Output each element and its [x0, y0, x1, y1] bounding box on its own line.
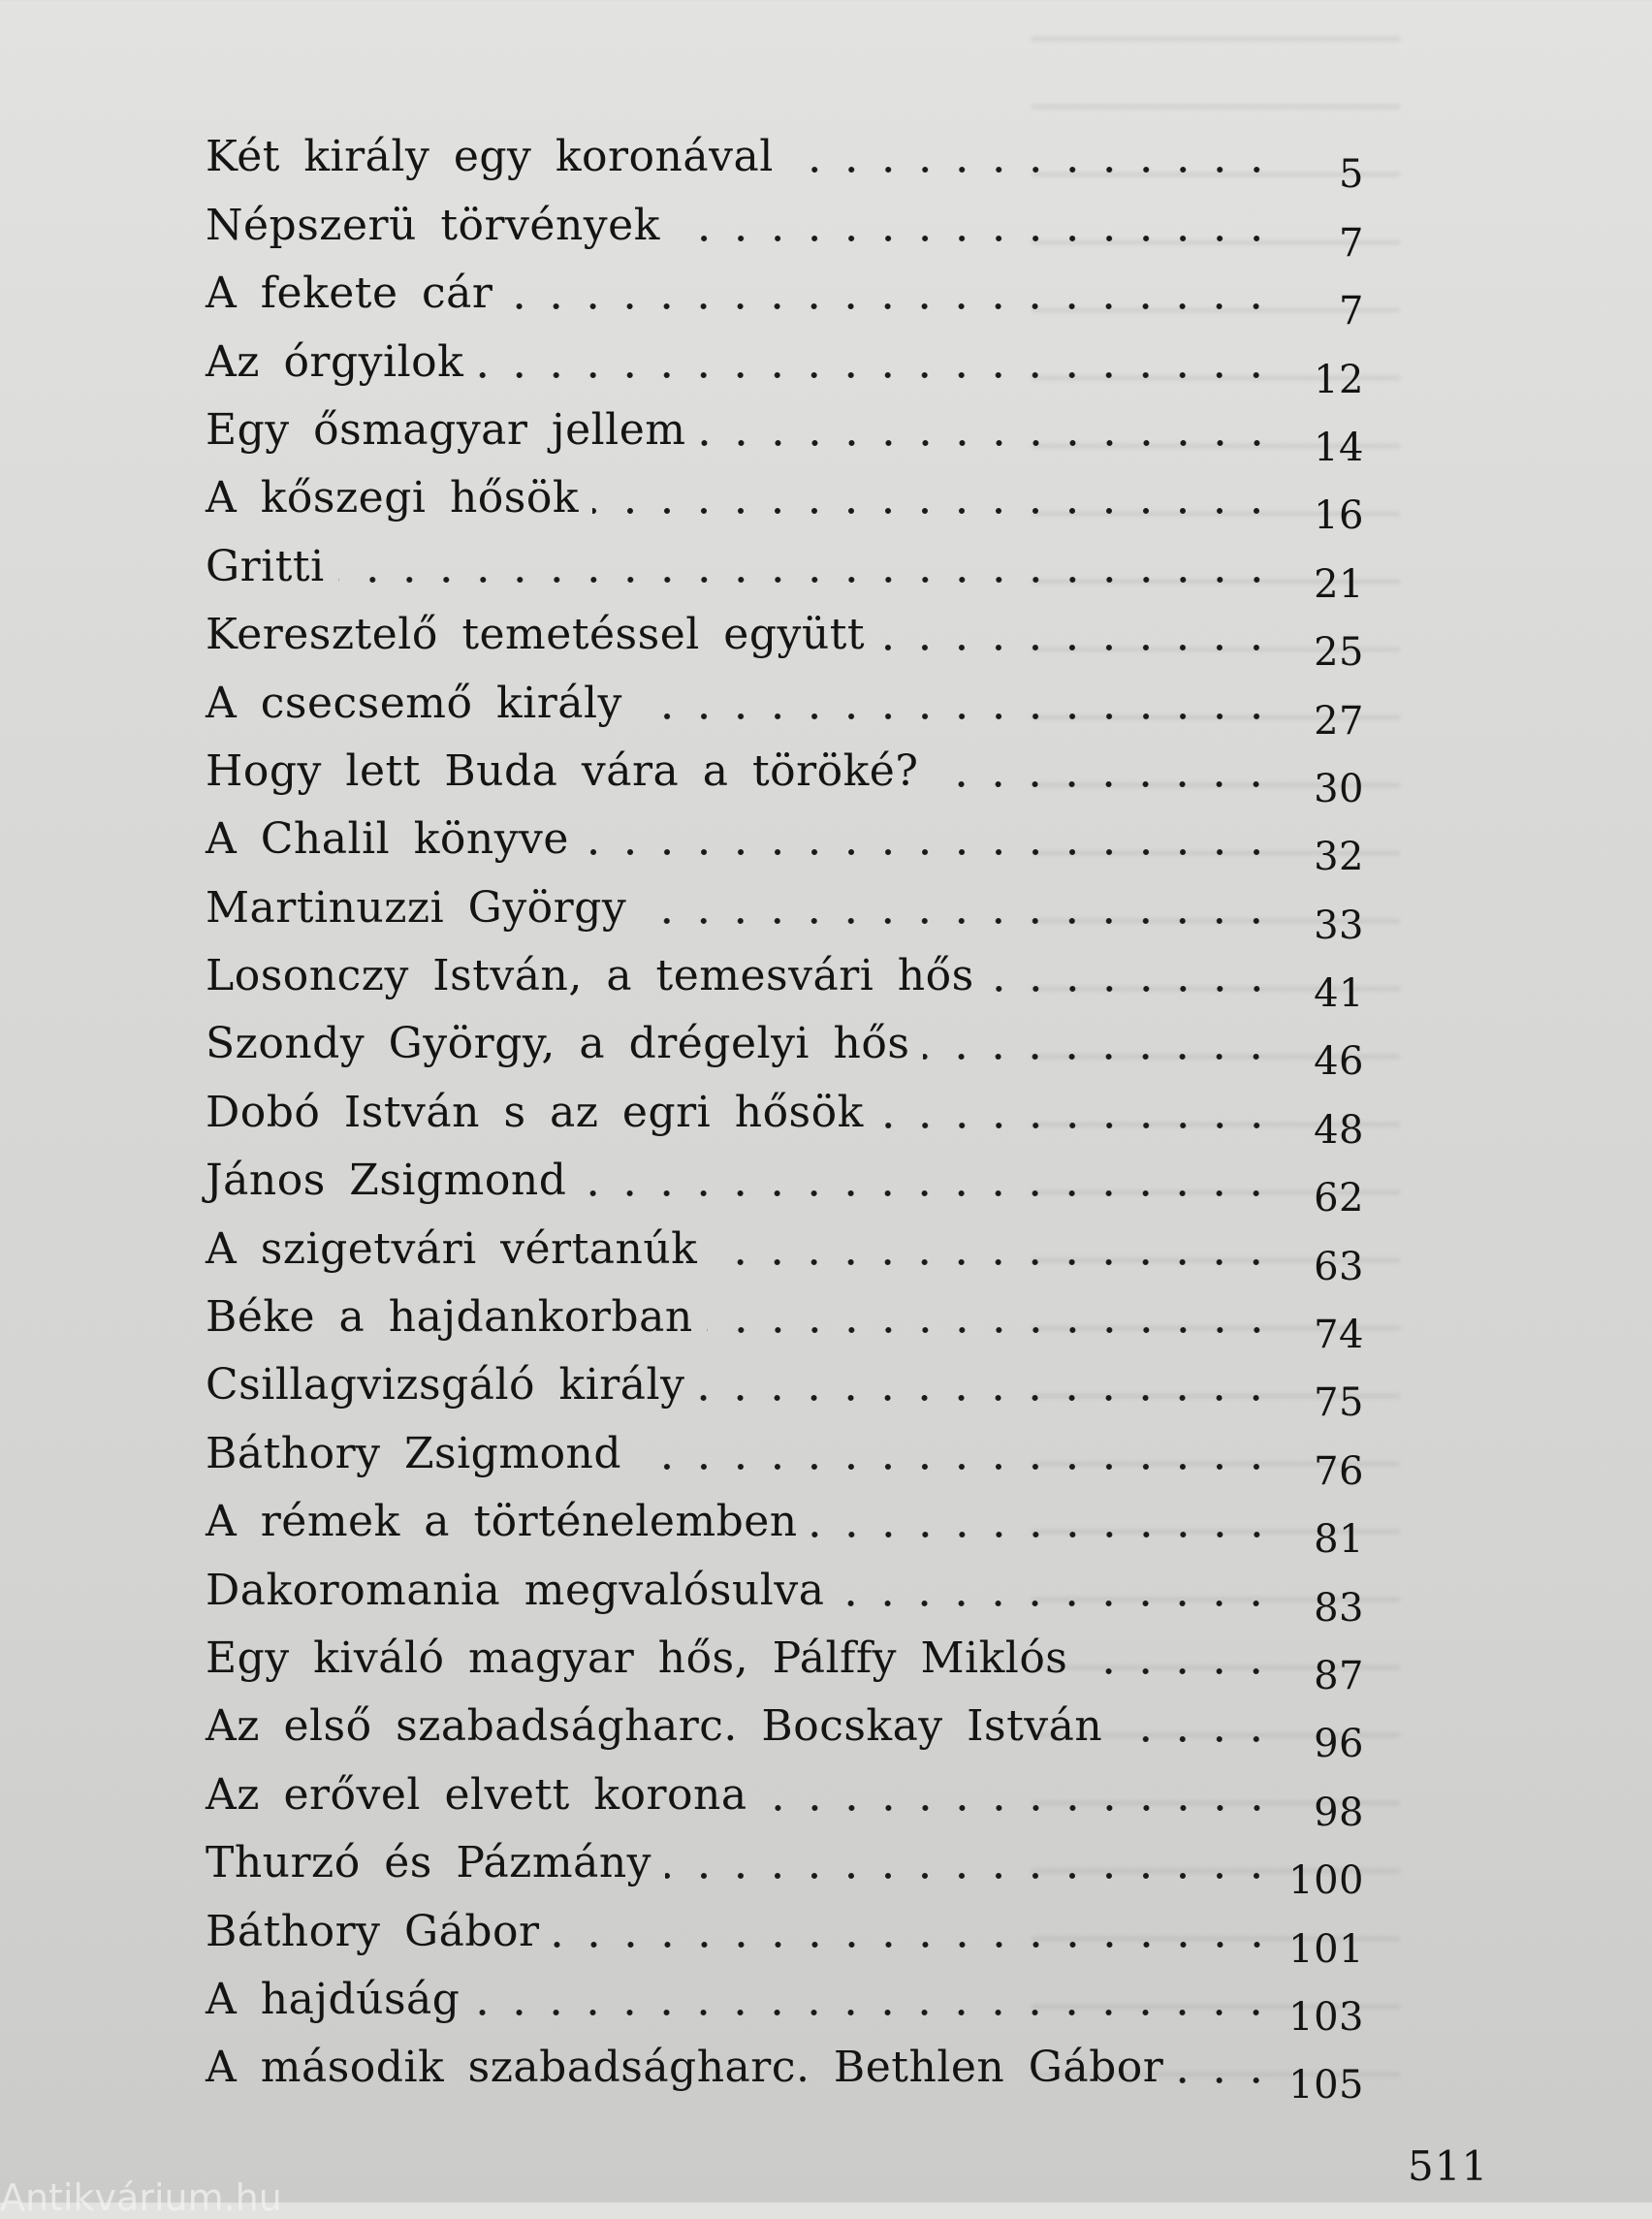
- dot-leader: [506, 301, 1275, 311]
- toc-entry-title: Keresztelő temetéssel együtt: [206, 610, 866, 660]
- toc-entry-title: Gritti: [206, 541, 325, 591]
- toc-entry-page: 41: [1314, 971, 1364, 1017]
- toc-entry-page: 101: [1288, 1926, 1364, 1972]
- toc-entry: [206, 869, 1364, 948]
- toc-entry: [206, 1620, 1364, 1698]
- dot-leader: [988, 984, 1275, 994]
- toc-entry-page: 96: [1314, 1722, 1364, 1767]
- toc-entry: [206, 1347, 1364, 1426]
- toc-entry-page: 81: [1314, 1517, 1364, 1563]
- dot-leader: [761, 1803, 1275, 1813]
- toc-entry-page: 48: [1314, 1107, 1364, 1153]
- toc-entry-page: 21: [1314, 561, 1364, 607]
- toc-entry: [206, 2029, 1364, 2108]
- page-number: 511: [1408, 2142, 1489, 2190]
- toc-entry-page: 27: [1314, 698, 1364, 744]
- dot-leader: [674, 234, 1275, 243]
- toc-entry: [206, 255, 1364, 334]
- toc-entry: [206, 937, 1364, 1017]
- toc-entry-page: 76: [1314, 1448, 1364, 1494]
- toc-entry: [206, 1824, 1364, 1904]
- toc-entry-page: 32: [1314, 835, 1364, 880]
- toc-entry-page: 7: [1339, 289, 1364, 334]
- dot-leader: [932, 779, 1275, 789]
- toc-entry-page: 83: [1314, 1585, 1364, 1631]
- toc-entry: [206, 733, 1364, 811]
- toc-entry-page: 33: [1314, 903, 1364, 948]
- toc-entry-title: Báthory Gábor: [206, 1906, 540, 1956]
- toc-entry-page: 5: [1339, 152, 1364, 198]
- toc-entry-title: Béke a hajdankorban: [206, 1292, 693, 1343]
- toc-entry: [206, 1551, 1364, 1631]
- toc-entry-title: Szondy György, a drégelyi hős: [206, 1019, 910, 1069]
- toc-entry: [206, 1414, 1364, 1494]
- dot-leader: [338, 575, 1275, 585]
- toc-entry-page: 105: [1288, 2063, 1364, 2108]
- toc-entry-title: Egy ősmagyar jellem: [206, 404, 686, 455]
- toc-entry: [206, 1483, 1364, 1563]
- dot-leader: [878, 643, 1275, 652]
- dot-leader: [707, 1325, 1275, 1335]
- toc-entry-page: 46: [1314, 1039, 1364, 1085]
- dot-leader: [592, 506, 1275, 516]
- toc-entry: [206, 392, 1364, 470]
- toc-entry-title: János Zsigmond: [206, 1156, 567, 1206]
- dot-leader: [698, 1393, 1275, 1403]
- toc-entry: [206, 118, 1364, 198]
- toc-entry-title: A második szabadságharc. Bethlen Gábor: [206, 2043, 1164, 2093]
- dot-leader: [640, 916, 1275, 926]
- dot-leader: [473, 2008, 1275, 2017]
- dot-leader: [1081, 1666, 1275, 1676]
- toc-entry-title: A kőszegi hősök: [206, 473, 579, 523]
- toc-entry-title: Két király egy koronával: [206, 132, 774, 182]
- toc-entry-title: Egy kiváló magyar hős, Pálffy Miklós: [206, 1633, 1068, 1683]
- dot-leader: [1116, 1734, 1275, 1744]
- toc-entry: [206, 1892, 1364, 1972]
- toc-entry: [206, 186, 1364, 266]
- toc-entry-title: A rémek a történelemben: [206, 1497, 798, 1547]
- toc-entry: [206, 1756, 1364, 1835]
- toc-entry-page: 74: [1314, 1313, 1364, 1358]
- toc-entry: [206, 1688, 1364, 1767]
- toc-entry-title: Az első szabadságharc. Bocskay István: [206, 1701, 1103, 1752]
- toc-entry-title: Thurzó és Pázmány: [206, 1838, 652, 1888]
- toc-entry-page: 14: [1314, 425, 1364, 470]
- toc-entry-title: Dobó István s az egri hősök: [206, 1087, 864, 1137]
- dot-leader: [583, 847, 1275, 857]
- toc-entry: [206, 1279, 1364, 1358]
- toc-entry-page: 63: [1314, 1244, 1364, 1289]
- dot-leader: [635, 1462, 1275, 1472]
- toc-entry-page: 7: [1339, 220, 1364, 266]
- toc-entry: [206, 460, 1364, 539]
- toc-entry-title: Dakoromania megvalósulva: [206, 1565, 825, 1615]
- toc-entry-title: Báthory Zsigmond: [206, 1428, 622, 1478]
- toc-entry-page: 87: [1314, 1653, 1364, 1698]
- toc-entry-page: 98: [1314, 1790, 1364, 1835]
- dot-leader: [923, 1052, 1275, 1062]
- toc-entry-title: Csillagvizsgáló király: [206, 1360, 685, 1411]
- dot-leader: [477, 370, 1275, 380]
- toc-entry-title: Az erővel elvett korona: [206, 1769, 747, 1820]
- dot-leader: [636, 712, 1275, 721]
- dot-leader: [1177, 2076, 1275, 2085]
- watermark: Antikvárium.hu: [0, 2176, 282, 2219]
- toc-entry-title: Hogy lett Buda vára a töröké?: [206, 745, 919, 796]
- toc-entry-page: 16: [1314, 493, 1364, 539]
- toc-entry-page: 75: [1314, 1380, 1364, 1426]
- toc-entry-title: Népszerü törvények: [206, 200, 660, 250]
- toc-entry-title: Losonczy István, a temesvári hős: [206, 951, 974, 1001]
- toc-entry: [206, 527, 1364, 607]
- toc-entry: [206, 1961, 1364, 2040]
- dot-leader: [838, 1599, 1275, 1608]
- dot-leader: [711, 1257, 1275, 1267]
- toc-entry-title: A csecsemő király: [206, 678, 622, 728]
- toc-entry-page: 62: [1314, 1176, 1364, 1221]
- toc-entry: [206, 801, 1364, 880]
- toc-entry: [206, 1005, 1364, 1085]
- toc-entry-page: 103: [1288, 1994, 1364, 2040]
- toc-entry: [206, 1073, 1364, 1153]
- toc-entry-page: 25: [1314, 630, 1364, 676]
- toc-entry: [206, 1142, 1364, 1221]
- dot-leader: [665, 1871, 1275, 1881]
- toc-entry-title: A szigetvári vértanúk: [206, 1223, 698, 1274]
- dot-leader: [787, 165, 1275, 174]
- toc-entry-title: Az órgyilok: [206, 336, 464, 387]
- dot-leader: [877, 1121, 1275, 1130]
- toc-entry-page: 12: [1314, 357, 1364, 402]
- toc-entry-page: 30: [1314, 766, 1364, 811]
- dot-leader: [580, 1189, 1275, 1198]
- toc-entry: [206, 1210, 1364, 1289]
- toc-entry-title: Martinuzzi György: [206, 882, 627, 933]
- toc-entry-title: A fekete cár: [206, 269, 493, 319]
- table-of-contents: [206, 118, 1364, 2108]
- toc-entry: [206, 596, 1364, 676]
- toc-entry-title: A Chalil könyve: [206, 814, 569, 865]
- dot-leader: [811, 1530, 1275, 1539]
- dot-leader: [554, 1940, 1275, 1950]
- toc-entry-page: 100: [1288, 1858, 1364, 1904]
- toc-entry: [206, 664, 1364, 744]
- dot-leader: [700, 438, 1275, 448]
- toc-entry: [206, 323, 1364, 402]
- toc-entry-title: A hajdúság: [206, 1974, 461, 2024]
